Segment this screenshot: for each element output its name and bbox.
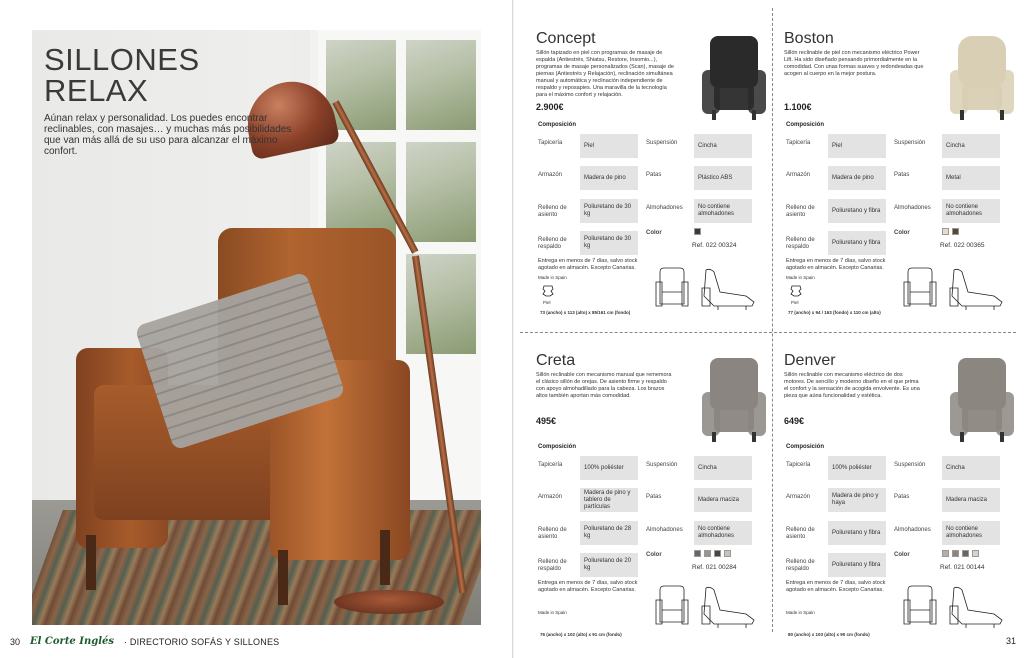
spec-label-relleno_asiento: Relleno de asiento bbox=[786, 205, 815, 218]
spec-value-tapiceria: 100% poliéster bbox=[828, 456, 886, 480]
product-reference: Ref. 021 00284 bbox=[692, 564, 737, 571]
product-photo bbox=[940, 30, 1024, 126]
color-swatch[interactable] bbox=[962, 550, 969, 557]
row-divider bbox=[520, 332, 1016, 333]
spec-value-relleno_respaldo: Poliuretano de 30 kg bbox=[580, 231, 638, 255]
spec-label-almohadones: Almohadones bbox=[646, 205, 683, 211]
spec-value-relleno_asiento: Poliuretano de 30 kg bbox=[580, 199, 638, 223]
spec-label-almohadones: Almohadones bbox=[894, 527, 931, 533]
delivery-note: Entrega en menos de 7 días, salvo stock agotado en almacén. Excepto Canarias. bbox=[538, 258, 638, 271]
product-line-drawings bbox=[654, 584, 760, 628]
product-description: Sillón reclinable de piel con mecanismo eléctrico Power Lift. Ha sido diseñado pensando primordialmente en la comodidad. Con unas formas suaves y redondeadas que acogen al cuerpo en la mejor postura. bbox=[784, 50, 924, 77]
spec-value-relleno_respaldo: Poliuretano de 20 kg bbox=[580, 553, 638, 577]
color-swatch[interactable] bbox=[694, 550, 701, 557]
page-number-right: 31 bbox=[1005, 636, 1016, 646]
footer-section-title: · DIRECTORIO SOFÁS Y SILLONES bbox=[124, 636, 280, 647]
color-swatch[interactable] bbox=[952, 550, 959, 557]
product-line-drawings bbox=[902, 266, 1008, 310]
spec-label-patas: Patas bbox=[646, 172, 662, 178]
spec-label-suspension: Suspensión bbox=[646, 140, 678, 146]
color-label: Color bbox=[894, 230, 910, 236]
delivery-note: Entrega en menos de 7 días, salvo stock agotado en almacén. Excepto Canarias. bbox=[538, 580, 638, 593]
spec-label-relleno_respaldo: Relleno de respaldo bbox=[786, 237, 815, 250]
spec-label-relleno_respaldo: Relleno de respaldo bbox=[538, 559, 567, 572]
right-page bbox=[514, 0, 1024, 658]
spec-label-tapiceria: Tapicería bbox=[538, 462, 563, 468]
spec-label-suspension: Suspensión bbox=[894, 140, 926, 146]
color-label: Color bbox=[646, 552, 662, 558]
spec-label-relleno_asiento: Relleno de asiento bbox=[538, 205, 567, 218]
product-price: 2.900€ bbox=[536, 102, 564, 112]
spec-value-almohadones: No contiene almohadones bbox=[694, 199, 752, 223]
product-reference: Ref. 021 00144 bbox=[940, 564, 985, 571]
product-name: Concept bbox=[536, 30, 596, 47]
composition-label: Composición bbox=[786, 122, 825, 128]
spec-value-suspension: Cincha bbox=[942, 456, 1000, 480]
spec-value-tapiceria: 100% poliéster bbox=[580, 456, 638, 480]
leather-label: Piel bbox=[543, 300, 551, 305]
spec-value-relleno_respaldo: Poliuretano y fibra bbox=[828, 553, 886, 577]
product-dimensions: 76 (ancho) x 102 (alto) x 91 cm (fondo) bbox=[540, 632, 622, 637]
spec-value-patas: Plástico ABS bbox=[694, 166, 752, 190]
lamp-base bbox=[334, 590, 444, 614]
leather-hide-icon bbox=[541, 284, 555, 298]
color-swatch[interactable] bbox=[972, 550, 979, 557]
color-swatch[interactable] bbox=[714, 550, 721, 557]
product-price: 1.100€ bbox=[784, 102, 812, 112]
spec-value-armazon: Madera de pino bbox=[580, 166, 638, 190]
product-reference: Ref. 022 00365 bbox=[940, 242, 985, 249]
spec-label-patas: Patas bbox=[894, 172, 910, 178]
product-name: Boston bbox=[784, 30, 834, 47]
color-swatch[interactable] bbox=[694, 228, 701, 235]
product-boston bbox=[784, 30, 1024, 315]
footer-left bbox=[10, 636, 279, 647]
spec-value-suspension: Cincha bbox=[694, 456, 752, 480]
product-photo bbox=[692, 30, 776, 126]
product-denver bbox=[784, 352, 1024, 637]
delivery-note: Entrega en menos de 7 días, salvo stock agotado en almacén. Excepto Canarias. bbox=[786, 580, 886, 593]
title-line-1: SILLONES bbox=[44, 42, 200, 77]
title-line-2: RELAX bbox=[44, 73, 149, 108]
product-price: 649€ bbox=[784, 416, 805, 426]
spec-value-patas: Metal bbox=[942, 166, 1000, 190]
product-description: Sillón tapizado en piel con programas de masaje de espalda (Antiestrés, Shiatsu, Restore, Insomio...), programas de masaje personalizados (Scan), masaje de piernas (Antiestrés y Relajación), reclinación simultánea manual y automática y reclinación independiente de respaldo y reposapies. Una maravilla de la tecnología para el máximo confort y relajación. bbox=[536, 50, 674, 98]
color-swatch[interactable] bbox=[952, 228, 959, 235]
spec-label-almohadones: Almohadones bbox=[646, 527, 683, 533]
made-in-spain: Made in Spain bbox=[786, 275, 815, 280]
hero-photo bbox=[32, 30, 481, 625]
delivery-note: Entrega en menos de 7 días, salvo stock agotado en almacén. Excepto Canarias. bbox=[786, 258, 886, 271]
spec-label-patas: Patas bbox=[646, 494, 662, 500]
spec-value-relleno_asiento: Poliuretano y fibra bbox=[828, 199, 886, 223]
product-description: Sillón reclinable con mecanismo manual que rememora el clásico sillón de orejas. De asiento firme y respaldo con apoyo almohadillado para la cabeza. Los brazos altos también aportan más comodidad. bbox=[536, 372, 672, 399]
spec-label-patas: Patas bbox=[894, 494, 910, 500]
product-line-drawings bbox=[902, 584, 1008, 628]
made-in-spain: Made in Spain bbox=[786, 610, 815, 615]
spec-label-tapiceria: Tapicería bbox=[538, 140, 563, 146]
spec-label-tapiceria: Tapicería bbox=[786, 140, 811, 146]
armchair-leg bbox=[86, 535, 96, 590]
spec-label-armazon: Armazón bbox=[538, 172, 563, 178]
armchair-leg bbox=[380, 530, 390, 585]
spec-label-armazon: Armazón bbox=[786, 494, 811, 500]
spec-value-patas: Madera maciza bbox=[942, 488, 1000, 512]
spec-value-tapiceria: Piel bbox=[580, 134, 638, 158]
product-name: Creta bbox=[536, 352, 576, 369]
spec-value-almohadones: No contiene almohadones bbox=[942, 521, 1000, 545]
spec-value-relleno_respaldo: Poliuretano y fibra bbox=[828, 231, 886, 255]
composition-label: Composición bbox=[538, 122, 577, 128]
spec-value-armazon: Madera de pino y tablero de partículas bbox=[580, 488, 638, 512]
spec-label-relleno_respaldo: Relleno de respaldo bbox=[538, 237, 567, 250]
product-dimensions: 80 (ancho) x 103 (alto) x 90 cm (fondo) bbox=[788, 632, 870, 637]
product-creta bbox=[536, 352, 776, 637]
spec-value-armazon: Madera de pino bbox=[828, 166, 886, 190]
color-swatch[interactable] bbox=[724, 550, 731, 557]
spec-label-relleno_respaldo: Relleno de respaldo bbox=[786, 559, 815, 572]
product-concept bbox=[536, 30, 776, 315]
page-subtitle: Aúnan relax y personalidad. Los puedes encontrar reclinables, con masajes… y muchas más posibilidades que van más allá de su uso para alcanzar el máximo confort. bbox=[44, 113, 292, 157]
spec-label-tapiceria: Tapicería bbox=[786, 462, 811, 468]
product-name: Denver bbox=[784, 352, 836, 369]
composition-label: Composición bbox=[786, 444, 825, 450]
leather-label: Piel bbox=[791, 300, 799, 305]
brand-logo: El Corte Inglés bbox=[30, 636, 115, 647]
spec-label-armazon: Armazón bbox=[538, 494, 563, 500]
spec-label-armazon: Armazón bbox=[786, 172, 811, 178]
color-swatch[interactable] bbox=[942, 550, 949, 557]
product-reference: Ref. 022 00324 bbox=[692, 242, 737, 249]
spec-value-armazon: Madera de pino y haya bbox=[828, 488, 886, 512]
spec-label-suspension: Suspensión bbox=[646, 462, 678, 468]
spec-value-suspension: Cincha bbox=[694, 134, 752, 158]
product-dimensions: 77 (ancho) x 94 / 163 (fondo) x 110 cm (alto) bbox=[788, 310, 881, 315]
product-description: Sillón reclinable con mecanismo eléctrico de dos motores. De sencillo y moderno diseño en el que prima el confort y la sensación de acogida envolvente. Es una pieza que aúna funcionalidad y estética. bbox=[784, 372, 920, 399]
spec-value-suspension: Cincha bbox=[942, 134, 1000, 158]
product-price: 495€ bbox=[536, 416, 557, 426]
color-swatch[interactable] bbox=[704, 550, 711, 557]
spec-value-almohadones: No contiene almohadones bbox=[694, 521, 752, 545]
spec-label-relleno_asiento: Relleno de asiento bbox=[538, 527, 567, 540]
color-swatch[interactable] bbox=[942, 228, 949, 235]
product-dimensions: 73 (ancho) x 113 (alto) x 85/161 cm (fondo) bbox=[540, 310, 631, 315]
spec-value-relleno_asiento: Poliuretano y fibra bbox=[828, 521, 886, 545]
page-number-left: 30 bbox=[10, 636, 21, 647]
product-photo bbox=[940, 352, 1024, 448]
product-photo bbox=[692, 352, 776, 448]
spec-label-suspension: Suspensión bbox=[894, 462, 926, 468]
composition-label: Composición bbox=[538, 444, 577, 450]
spec-value-tapiceria: Piel bbox=[828, 134, 886, 158]
made-in-spain: Made in Spain bbox=[538, 610, 567, 615]
made-in-spain: Made in Spain bbox=[538, 275, 567, 280]
spec-value-almohadones: No contiene almohadones bbox=[942, 199, 1000, 223]
color-label: Color bbox=[646, 230, 662, 236]
armchair-leg bbox=[278, 550, 288, 605]
spec-value-patas: Madera maciza bbox=[694, 488, 752, 512]
leather-hide-icon bbox=[789, 284, 803, 298]
spec-label-almohadones: Almohadones bbox=[894, 205, 931, 211]
product-line-drawings bbox=[654, 266, 760, 310]
page-title bbox=[44, 44, 200, 106]
spec-label-relleno_asiento: Relleno de asiento bbox=[786, 527, 815, 540]
color-label: Color bbox=[894, 552, 910, 558]
spec-value-relleno_asiento: Poliuretano de 28 kg bbox=[580, 521, 638, 545]
